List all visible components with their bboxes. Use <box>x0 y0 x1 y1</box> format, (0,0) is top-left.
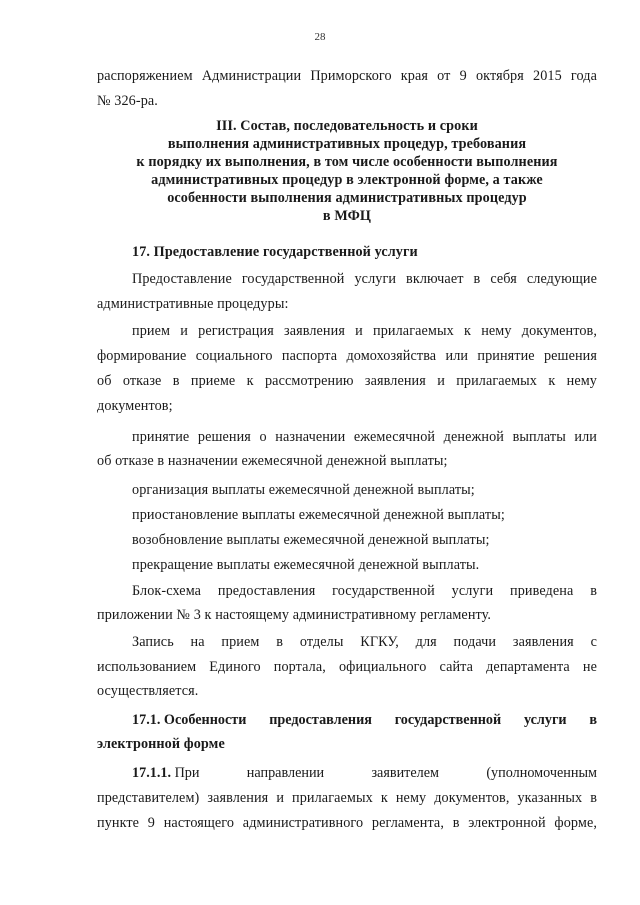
intro-line-2: № 326-ра. <box>97 93 158 109</box>
list-item: организация выплаты ежемесячной денежной выплаты; <box>132 482 475 498</box>
paragraph-line: принятие решения о назначении ежемесячной денежной выплаты или <box>132 429 597 445</box>
title-word: государственной <box>394 712 502 728</box>
section-heading-line-2: выполнения административных процедур, требования <box>167 136 527 152</box>
paragraph-line: Предоставление государственной услуги включает в себя следующие <box>132 271 597 287</box>
paragraph-line: Запись на прием в отделы КГКУ, для подачи заявления с <box>132 634 597 650</box>
section-heading-line-4: административных процедур в электронной форме, а также <box>151 172 543 188</box>
section-heading-line-1: III. Состав, последовательность и сроки <box>216 118 478 134</box>
paragraph-line: пункте 9 настоящего административного регламента, в электронной форме, <box>97 815 597 831</box>
paragraph-line: использованием Единого портала, официального сайта департамента не <box>97 659 597 675</box>
paragraph-line: Блок-схема предоставления государственной услуги приведена в <box>132 583 597 599</box>
word: направлении <box>246 765 325 781</box>
word: (уполномоченным <box>486 765 597 781</box>
list-item: прекращение выплаты ежемесячной денежной выплаты. <box>132 557 480 573</box>
section-heading-line-3: к порядку их выполнения, в том числе особенности выполнения <box>136 154 558 170</box>
subsection-17-title: 17. Предоставление государственной услуги <box>132 244 418 260</box>
word: заявителем <box>371 765 440 781</box>
title-word: предоставления <box>269 712 372 728</box>
title-word: услуги <box>523 712 567 728</box>
paragraph-line: формирование социального паспорта домохозяйства или принятие решения <box>97 348 597 364</box>
title-word: 17.1. Особенности <box>132 712 247 728</box>
section-heading-line-6: в МФЦ <box>322 208 372 224</box>
paragraph-line: административные процедуры: <box>97 296 289 312</box>
list-item: приостановление выплаты ежемесячной денежной выплаты; <box>132 507 505 523</box>
word: При <box>174 765 200 781</box>
clause-number: 17.1.1. <box>132 765 172 781</box>
paragraph-line: осуществляется. <box>97 683 199 699</box>
title-word: в <box>589 712 597 728</box>
subsection-17-1-title-line-2: электронной форме <box>97 736 225 752</box>
paragraph-line: документов; <box>97 398 173 414</box>
paragraph-line: приложении № 3 к настоящему административному регламенту. <box>97 607 492 623</box>
paragraph-line: об отказе в приеме к рассмотрению заявления и прилагаемых к нему <box>97 373 597 389</box>
section-heading-line-5: особенности выполнения административных процедур <box>167 190 527 206</box>
paragraph-line: об отказе в назначении ежемесячной денежной выплаты; <box>97 453 448 469</box>
subsection-17-1-1-first-line <box>132 764 597 782</box>
paragraph-line: прием и регистрация заявления и прилагаемых к нему документов, <box>132 323 597 339</box>
page-number: 28 <box>314 31 326 43</box>
intro-line-1: распоряжением Администрации Приморского края от 9 октября 2015 года <box>97 68 597 84</box>
paragraph-line: представителем) заявления и прилагаемых к нему документов, указанных в <box>97 790 597 806</box>
subsection-17-1-title <box>132 711 597 729</box>
list-item: возобновление выплаты ежемесячной денежной выплаты; <box>132 532 490 548</box>
